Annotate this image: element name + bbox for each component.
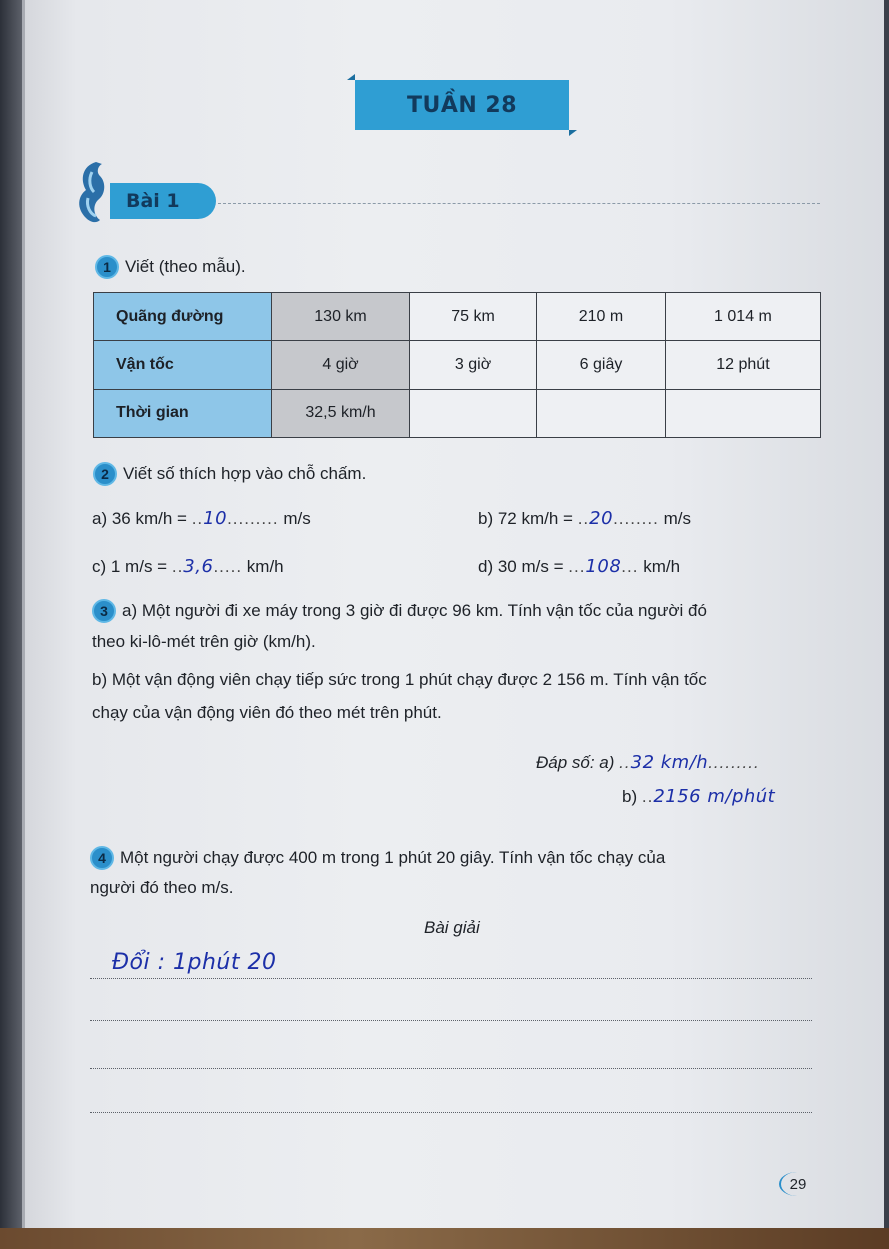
question-3: [92, 599, 707, 623]
row-header: Quãng đường: [94, 293, 272, 341]
table-row: [94, 389, 821, 437]
handwritten-answer: 3,6: [183, 556, 214, 577]
item-label: a) 36 km/h =: [92, 509, 187, 528]
table-cell: 3 giờ: [410, 341, 537, 389]
item-unit: km/h: [643, 557, 681, 576]
table-cell: 32,5 km/h: [272, 389, 410, 437]
answer-line: [90, 1020, 812, 1021]
table-surface: [0, 1228, 889, 1249]
table-cell: [665, 389, 820, 437]
question-2: [93, 462, 366, 486]
item-label: d) 30 m/s =: [478, 557, 564, 576]
item-unit: m/s: [283, 509, 311, 528]
handwritten-answer: 32 km/h: [630, 752, 709, 773]
answer-a-row: Đáp số: a) ..32 km/h.........: [536, 752, 760, 773]
question-text: chạy của vận động viên đó theo mét trên phút.: [92, 703, 442, 722]
table-cell: 75 km: [410, 293, 537, 341]
item-label: c) 1 m/s =: [92, 557, 168, 576]
question-text: theo ki-lô-mét trên giờ (km/h).: [92, 632, 316, 651]
lesson-divider: [218, 203, 820, 204]
solution-title: Bài giải: [424, 918, 480, 937]
conversion-item-b: b) 72 km/h = ..20........ m/s: [478, 508, 691, 529]
question-prompt: Viết (theo mẫu).: [125, 257, 246, 276]
table-cell: 1 014 m: [665, 293, 820, 341]
question-number: 3: [92, 599, 116, 623]
table-cell: 6 giây: [537, 341, 666, 389]
handwritten-answer: 20: [589, 508, 614, 529]
item-unit: m/s: [663, 509, 691, 528]
question-number: 4: [90, 846, 114, 870]
question-4: [90, 846, 665, 870]
handwritten-answer: 10: [203, 508, 228, 529]
table-cell: 4 giờ: [272, 341, 410, 389]
page-number: 29: [779, 1172, 815, 1196]
week-title: TUẦN 28: [355, 80, 569, 130]
row-header: Vận tốc: [94, 341, 272, 389]
conversion-item-c: c) 1 m/s = ..3,6..... km/h: [92, 556, 284, 577]
item-unit: km/h: [246, 557, 284, 576]
row-header: Thời gian: [94, 389, 272, 437]
question-prompt: Viết số thích hợp vào chỗ chấm.: [123, 464, 367, 483]
answer-label: b): [622, 787, 638, 806]
table-row: [94, 293, 821, 341]
conversion-item-a: a) 36 km/h = ..10......... m/s: [92, 508, 311, 529]
answer-line: [90, 1068, 812, 1069]
table-cell: [537, 389, 666, 437]
table-cell: [410, 389, 537, 437]
answer-label: Đáp số: a): [536, 753, 615, 772]
question-number: 2: [93, 462, 117, 486]
question-text: a) Một người đi xe máy trong 3 giờ đi được 96 km. Tính vận tốc của người đó: [122, 601, 707, 620]
handwritten-solution-line: Đổi : 1phút 20: [112, 950, 277, 975]
handwritten-answer: 2156 m/phút: [653, 786, 776, 807]
table-cell: 130 km: [272, 293, 410, 341]
question-text: Một người chạy được 400 m trong 1 phút 20 giây. Tính vận tốc chạy của: [120, 848, 666, 867]
answer-b-row: b) ..2156 m/phút: [622, 786, 776, 807]
lesson-title: Bài 1: [110, 183, 216, 219]
question-text: b) Một vận động viên chạy tiếp sức trong 1 phút chạy được 2 156 m. Tính vận tốc: [92, 670, 707, 689]
answer-line: [90, 1112, 812, 1113]
question-1: [95, 255, 246, 279]
question-number: 1: [95, 255, 119, 279]
conversion-item-d: d) 30 m/s = ...108... km/h: [478, 556, 681, 577]
question-text: người đó theo m/s.: [90, 878, 234, 897]
handwritten-answer: 108: [585, 556, 622, 577]
speed-table: [93, 292, 821, 438]
item-label: b) 72 km/h =: [478, 509, 573, 528]
table-cell: 210 m: [537, 293, 666, 341]
table-row: [94, 341, 821, 389]
answer-line: [90, 978, 812, 979]
table-cell: 12 phút: [665, 341, 820, 389]
